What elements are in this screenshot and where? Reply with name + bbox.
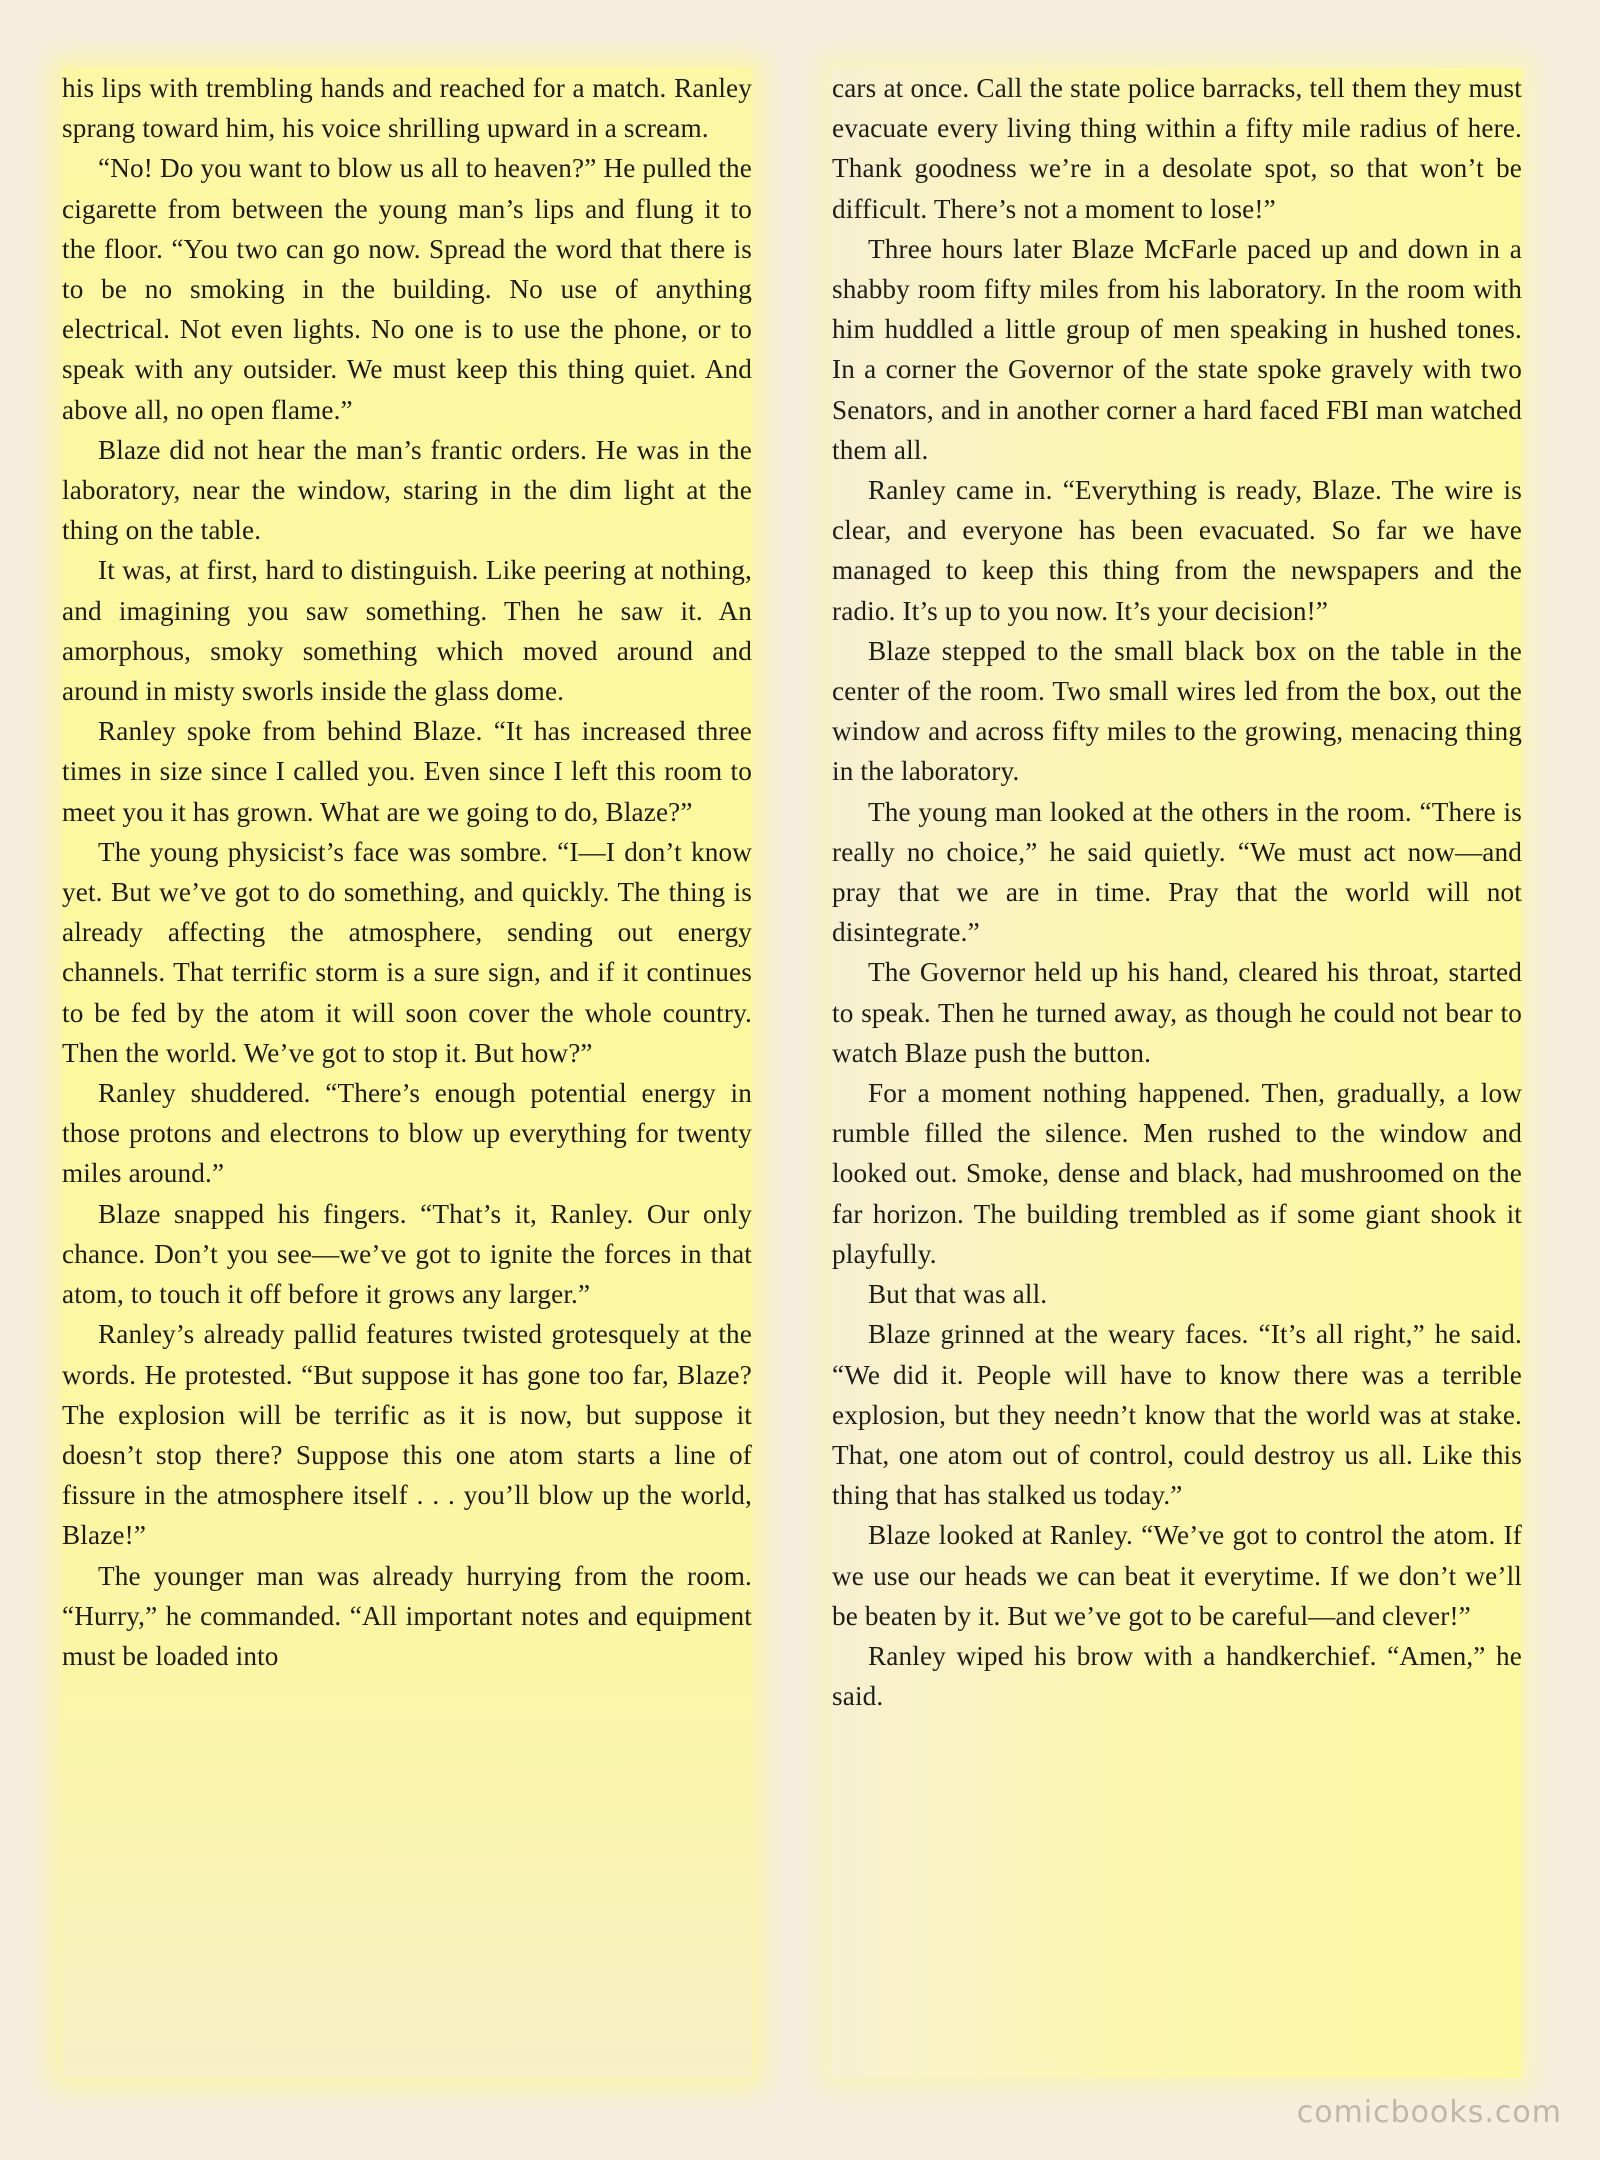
paragraph-left-9: Ranley’s already pallid features twisted grotesquely at the words. He protested. “But suppose it has gone too far, Blaze? The explosion will be terrific as it is now, but suppose it doesn’t stop there? Suppose this one atom starts a line of fissure in the atmosphere itself . . . you’ll blow up the world, Blaze!”: [62, 1319, 752, 1551]
paragraph-left-8: Blaze snapped his fingers. “That’s it, Ranley. Our only chance. Don’t you see—we’ve got to ignite the forces in that atom, to touch it off before it grows any larger.”: [62, 1198, 752, 1310]
text-column-right: [832, 68, 1522, 2078]
paragraph-right-1: cars at once. Call the state police barracks, tell them they must evacuate every living thing within a fifty mile radius of here. Thank goodness we’re in a desolate spot, so that won’t be difficult. There’s not a moment to lose!”: [832, 73, 1522, 224]
paragraph-right-9: Blaze grinned at the weary faces. “It’s all right,” he said. “We did it. People will have to know there was a terrible explosion, but they needn’t know that the world was at stake. That, one atom out of control, could destroy us all. Like this thing that has stalked us today.”: [832, 1319, 1522, 1511]
paragraph-left-1: his lips with trembling hands and reached for a match. Ranley sprang toward him, his voice shrilling upward in a scream.: [62, 73, 752, 144]
paragraph-right-4: Blaze stepped to the small black box on the table in the center of the room. Two small wires led from the box, out the window and across fifty miles to the growing, menacing thing in the laboratory.: [832, 635, 1522, 787]
site-watermark: comicbooks.com: [1296, 2095, 1562, 2130]
paragraph-left-4: It was, at first, hard to distinguish. Like peering at nothing, and imagining you saw something. Then he saw it. An amorphous, smoky something which moved around and around in misty sworls inside the glass dome.: [62, 555, 752, 707]
paragraph-right-2: Three hours later Blaze McFarle paced up and down in a shabby room fifty miles from his laboratory. In the room with him huddled a little group of men speaking in hushed tones. In a corner the Governor of the state spoke gravely with two Senators, and in another corner a hard faced FBI man watched them all.: [832, 233, 1522, 465]
paragraph-left-3: Blaze did not hear the man’s frantic orders. He was in the laboratory, near the window, staring in the dim light at the thing on the table.: [62, 434, 752, 546]
paragraph-right-10: Blaze looked at Ranley. “We’ve got to control the atom. If we use our heads we can beat it everytime. If we don’t we’ll be beaten by it. But we’ve got to be careful—and clever!”: [832, 1520, 1522, 1631]
paragraph-right-5: The young man looked at the others in the room. “There is really no choice,” he said quietly. “We must act now—and pray that we are in time. Pray that the world will not disintegrate.”: [832, 796, 1522, 948]
paragraph-right-7: For a moment nothing happened. Then, gradually, a low rumble filled the silence. Men rushed to the window and looked out. Smoke, dense and black, had mushroomed on the far horizon. The building trembled as if some giant shook it playfully.: [832, 1078, 1522, 1269]
paragraph-left-2: “No! Do you want to blow us all to heaven?” He pulled the cigarette from between the young man’s lips and flung it to the floor. “You two can go now. Spread the word that there is to be no smoking in the building. No use of anything electrical. Not even lights. No one is to use the phone, or to speak with any outsider. We must keep this thing quiet. And above all, no open flame.”: [62, 153, 752, 425]
paragraph-left-6: The young physicist’s face was sombre. “I—I don’t know yet. But we’ve got to do something, and quickly. The thing is already affecting the atmosphere, sending out energy channels. That terrific storm is a sure sign, and if it continues to be fed by the atom it will soon cover the whole country. Then the world. We’ve got to stop it. But how?”: [62, 836, 752, 1068]
paragraph-right-6: The Governor held up his hand, cleared his throat, started to speak. Then he turned away, as though he could not bear to watch Blaze push the button.: [832, 957, 1522, 1068]
paragraph-left-10: The younger man was already hurrying from the room. “Hurry,” he commanded. “All important notes and equipment must be loaded into: [62, 1560, 752, 1671]
paragraph-right-8: But that was all.: [868, 1279, 1048, 1310]
paragraph-right-11: Ranley wiped his brow with a handkerchief. “Amen,” he said.: [832, 1640, 1522, 1712]
paragraph-left-5: Ranley spoke from behind Blaze. “It has increased three times in size since I called you. Even since I left this room to meet you it has grown. What are we going to do, Blaze?”: [62, 716, 752, 827]
text-column-left: [62, 68, 752, 2078]
paragraph-left-7: Ranley shuddered. “There’s enough potential energy in those protons and electrons to blow up everything for twenty miles around.”: [62, 1078, 752, 1189]
paragraph-right-3: Ranley came in. “Everything is ready, Blaze. The wire is clear, and everyone has been evacuated. So far we have managed to keep this thing from the newspapers and the radio. It’s up to you now. It’s your decision!”: [832, 475, 1522, 626]
